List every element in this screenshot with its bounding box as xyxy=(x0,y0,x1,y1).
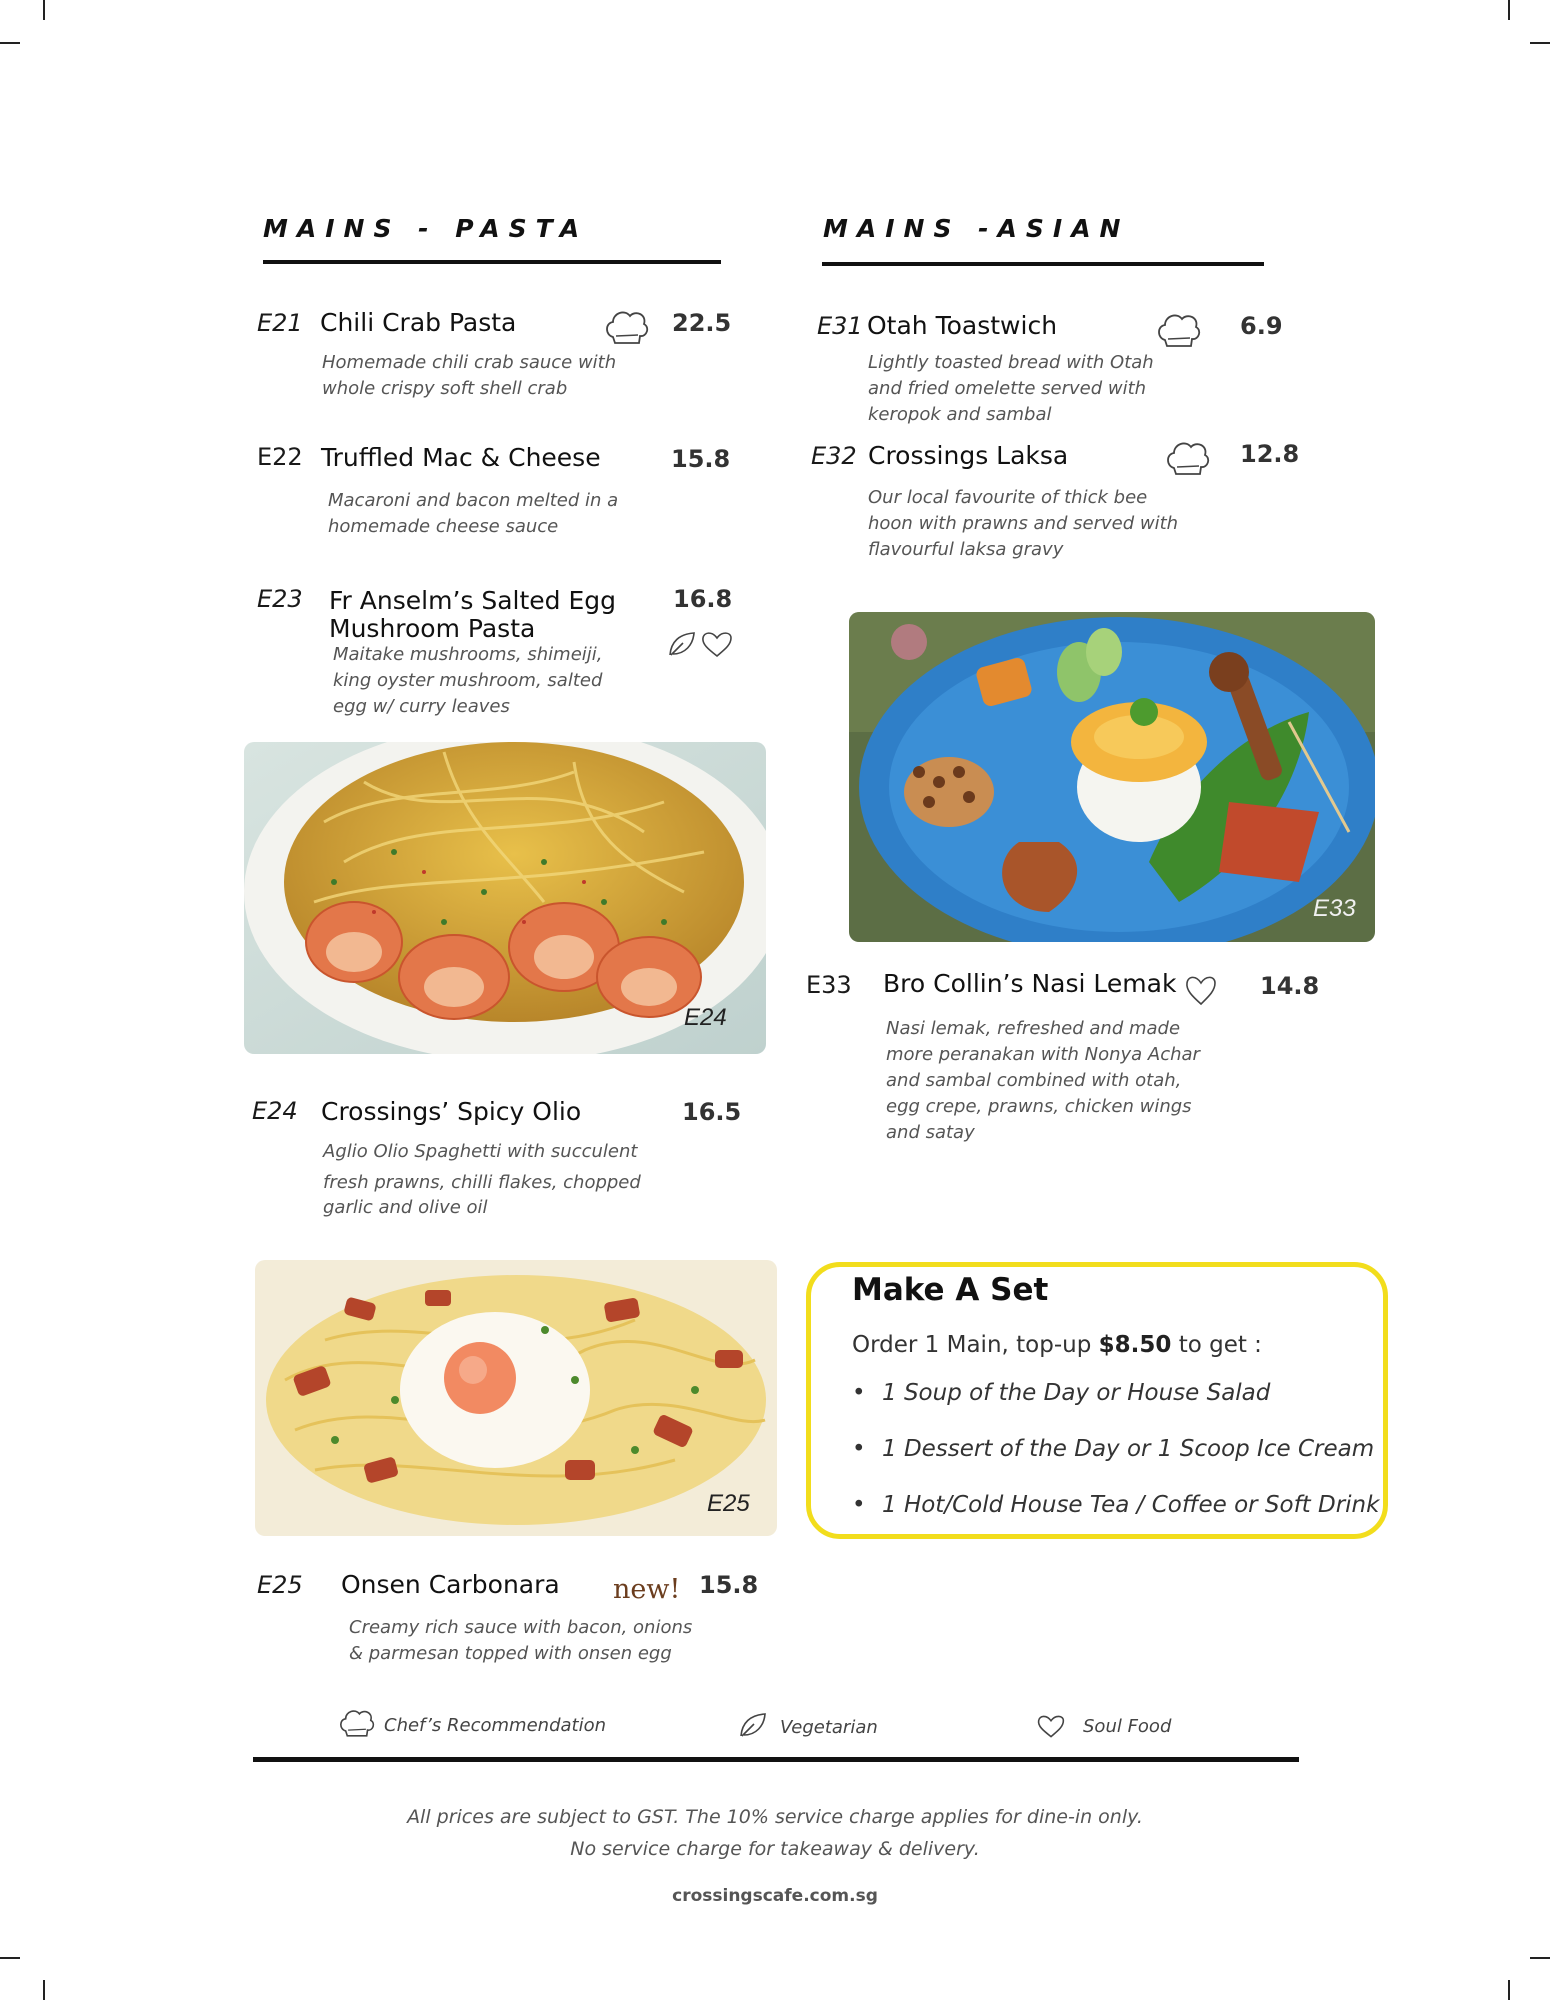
section-title-pasta: MAINS - PASTA xyxy=(263,214,589,243)
crop-mark xyxy=(0,42,20,44)
item-name: Chili Crab Pasta xyxy=(320,308,517,337)
legend-veg-label: Vegetarian xyxy=(780,1717,878,1738)
dish-photo-e25 xyxy=(255,1260,777,1536)
footer-note: All prices are subject to GST. The 10% service charge applies for dine-in only. xyxy=(407,1806,1143,1828)
crop-mark xyxy=(1530,1957,1550,1959)
section-underline xyxy=(263,260,721,264)
item-price: 15.8 xyxy=(699,1571,759,1599)
item-description: Nasi lemak, refreshed and made more peranakan with Nonya Achar and sambal combined with otah, egg crepe, prawns, chicken wings and satay xyxy=(886,1018,1200,1143)
item-code: E25 xyxy=(257,1571,303,1599)
crop-mark xyxy=(43,0,45,20)
item-price: 16.5 xyxy=(682,1098,742,1126)
crop-mark xyxy=(43,1980,45,2000)
section-title-asian: MAINS -ASIAN xyxy=(823,214,1130,243)
item-description: Lightly toasted bread with Otah and fried omelette served with keropok and sambal xyxy=(868,352,1154,425)
set-intro: Order 1 Main, top-up $8.50 to get : xyxy=(852,1332,1262,1358)
crop-mark xyxy=(1508,0,1510,20)
leaf-icon xyxy=(667,630,697,663)
photo-label: E33 xyxy=(1313,895,1356,922)
chef-hat-icon xyxy=(603,305,651,352)
heart-icon xyxy=(1184,974,1218,1011)
item-price: 16.8 xyxy=(673,585,733,613)
item-description: Aglio Olio Spaghetti with succulent fresh prawns, chilli flakes, chopped garlic and olive oil xyxy=(323,1141,641,1218)
item-price: 22.5 xyxy=(672,309,732,337)
section-underline xyxy=(822,262,1264,266)
item-code: E23 xyxy=(257,585,303,613)
set-item: • 1 Hot/Cold House Tea / Coffee or Soft Drink xyxy=(852,1492,1380,1518)
item-name: Crossings Laksa xyxy=(868,441,1069,470)
chef-hat-icon xyxy=(337,1705,377,1744)
item-code: E31 xyxy=(817,312,863,340)
item-description: Maitake mushrooms, shimeiji, king oyster mushroom, salted egg w/ curry leaves xyxy=(333,644,603,717)
leaf-icon xyxy=(738,1711,768,1744)
heart-icon xyxy=(1036,1713,1066,1744)
heart-icon xyxy=(700,630,734,663)
item-description: Homemade chili crab sauce with whole crispy soft shell crab xyxy=(322,352,617,399)
item-description: Creamy rich sauce with bacon, onions & parmesan topped with onsen egg xyxy=(349,1617,693,1664)
item-code: E24 xyxy=(252,1097,298,1125)
footer-divider xyxy=(253,1757,1299,1762)
legend-soul-label: Soul Food xyxy=(1083,1716,1172,1737)
photo-label: E24 xyxy=(684,1004,727,1031)
item-name: Fr Anselm’s Salted Egg Mushroom Pasta xyxy=(329,586,617,643)
item-code: E21 xyxy=(257,309,303,337)
item-code: E32 xyxy=(811,442,857,470)
item-price: 14.8 xyxy=(1260,972,1320,1000)
crop-mark xyxy=(1508,1980,1510,2000)
item-code: E22 xyxy=(257,443,303,471)
set-item: • 1 Soup of the Day or House Salad xyxy=(852,1380,1271,1406)
website-link[interactable]: crossingscafe.com.sg xyxy=(672,1886,878,1906)
item-description: Macaroni and bacon melted in a homemade cheese sauce xyxy=(328,490,619,537)
item-name: Onsen Carbonara xyxy=(341,1570,560,1599)
dish-photo-e24 xyxy=(244,742,766,1054)
item-price: 12.8 xyxy=(1240,440,1300,468)
new-badge: new! xyxy=(613,1574,681,1605)
item-name: Truffled Mac & Cheese xyxy=(321,443,601,472)
crop-mark xyxy=(1530,42,1550,44)
dish-photo-e33 xyxy=(849,612,1375,942)
legend-chef-label: Chef’s Recommendation xyxy=(384,1715,607,1736)
footer-note: No service charge for takeaway & delivery. xyxy=(570,1838,980,1860)
item-name: Otah Toastwich xyxy=(867,311,1058,340)
item-price: 6.9 xyxy=(1240,312,1283,340)
item-name: Bro Collin’s Nasi Lemak xyxy=(883,969,1177,998)
item-description: Our local favourite of thick bee hoon with prawns and served with flavourful laksa gravy xyxy=(868,487,1179,560)
photo-label: E25 xyxy=(707,1490,750,1517)
item-code: E33 xyxy=(806,971,852,999)
set-title: Make A Set xyxy=(852,1272,1049,1308)
item-price: 15.8 xyxy=(671,445,731,473)
crop-mark xyxy=(0,1957,20,1959)
item-name: Crossings’ Spicy Olio xyxy=(321,1097,582,1126)
chef-hat-icon xyxy=(1155,308,1203,355)
set-item: • 1 Dessert of the Day or 1 Scoop Ice Cream xyxy=(852,1436,1375,1462)
chef-hat-icon xyxy=(1164,436,1212,483)
